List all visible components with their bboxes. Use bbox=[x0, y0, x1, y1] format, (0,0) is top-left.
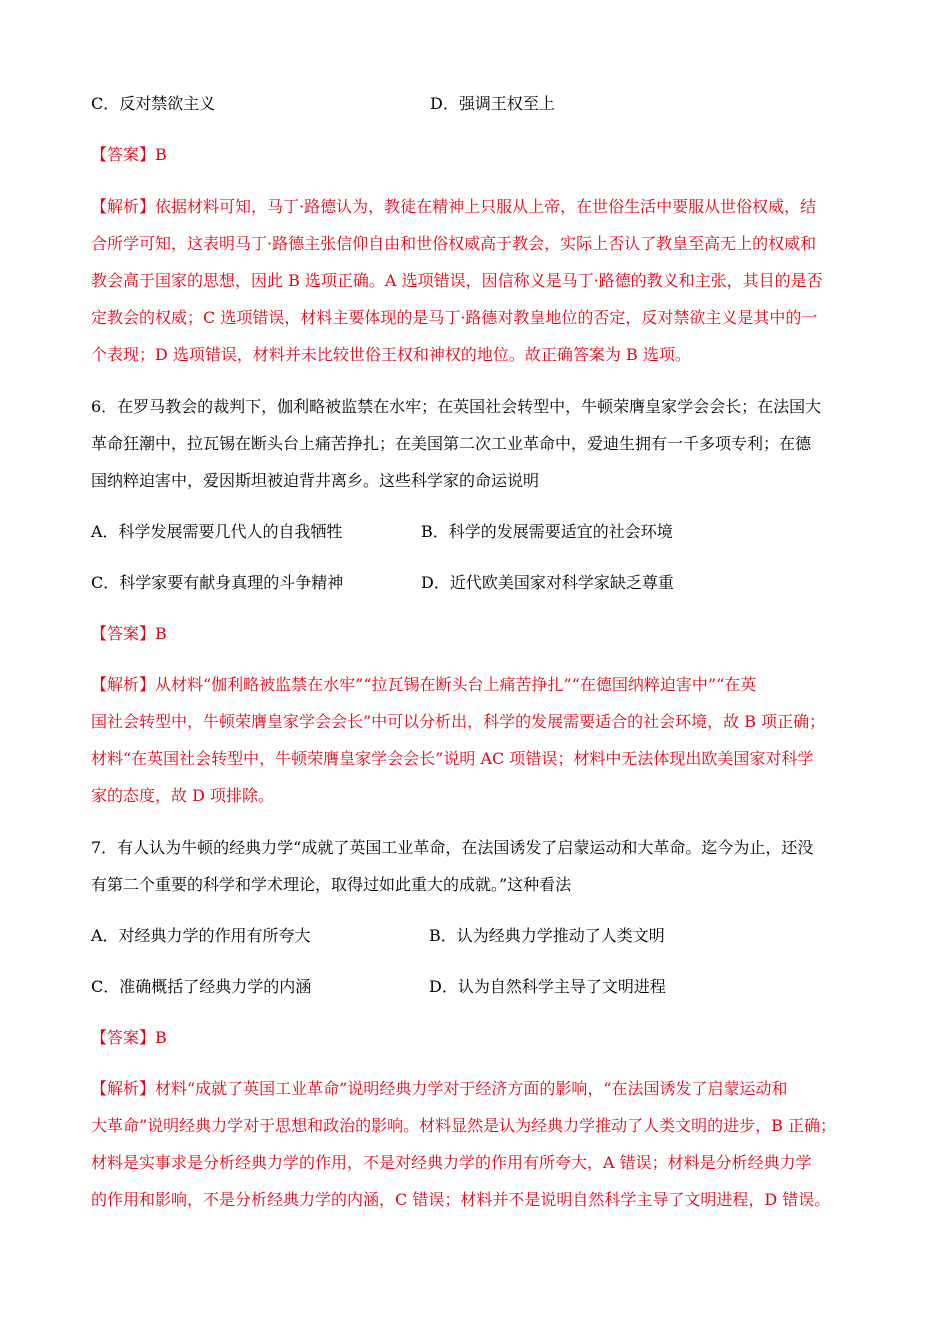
q6-analysis-line: 家的态度，故 D 项排除。 bbox=[91, 786, 275, 805]
q6-option-d: D．近代欧美国家对科学家缺乏尊重 bbox=[421, 573, 674, 592]
q7-analysis-line: 材料是实事求是分析经典力学的作用，不是对经典力学的作用有所夸大，A 错误；材料是分析经典力学 bbox=[91, 1153, 812, 1172]
q6-stem-line: 6．在罗马教会的裁判下，伽利略被监禁在水牢；在英国社会转型中，牛顿荣膺皇家学会会长；在法国大 bbox=[91, 397, 822, 416]
q5-analysis-line: 定教会的权威；C 选项错误，材料主要体现的是马丁·路德对教皇地位的否定，反对禁欲主义是其中的一 bbox=[91, 308, 818, 327]
q5-analysis-line: 教会高于国家的思想，因此 B 选项正确。A 选项错误，因信称义是马丁·路德的教义和主张，其目的是否 bbox=[91, 271, 823, 290]
q7-option-c: C．准确概括了经典力学的内涵 bbox=[91, 977, 312, 996]
q6-stem-line: 革命狂潮中，拉瓦锡在断头台上痛苦挣扎；在美国第二次工业革命中，爱迪生拥有一千多项专利；在德 bbox=[91, 434, 812, 453]
q5-option-d: D．强调王权至上 bbox=[430, 94, 555, 113]
q5-analysis-line: 个表现；D 选项错误，材料并未比较世俗王权和神权的地位。故正确答案为 B 选项。 bbox=[91, 345, 691, 364]
q6-analysis-line: 材料“在英国社会转型中，牛顿荣膺皇家学会会长”说明 AC 项错误；材料中无法体现出欧美国家对科学 bbox=[91, 749, 814, 768]
q5-answer: 【答案】B bbox=[91, 145, 167, 164]
q7-option-b: B．认为经典力学推动了人类文明 bbox=[429, 926, 665, 945]
q7-stem-line: 7．有人认为牛顿的经典力学“成就了英国工业革命，在法国诱发了启蒙运动和大革命。迄今为止，还没 bbox=[91, 838, 814, 857]
q7-option-d: D．认为自然科学主导了文明进程 bbox=[429, 977, 666, 996]
q7-analysis-line: 的作用和影响，不是分析经典力学的内涵，C 错误；材料并不是说明自然科学主导了文明进程，D 错误。 bbox=[91, 1190, 831, 1209]
q7-answer: 【答案】B bbox=[91, 1028, 167, 1047]
q7-option-a: A．对经典力学的作用有所夸大 bbox=[91, 926, 311, 945]
q7-stem-line: 有第二个重要的科学和学术理论，取得过如此重大的成就。”这种看法 bbox=[91, 875, 572, 894]
q6-option-b: B．科学的发展需要适宜的社会环境 bbox=[421, 522, 673, 541]
q6-option-a: A．科学发展需要几代人的自我牺牲 bbox=[91, 522, 343, 541]
q7-analysis-line: 大革命”说明经典力学对于思想和政治的影响。材料显然是认为经典力学推动了人类文明的进步，B 正确； bbox=[91, 1116, 837, 1135]
q6-analysis-line: 国社会转型中，牛顿荣膺皇家学会会长”中可以分析出，科学的发展需要适合的社会环境，故 B 项正确； bbox=[91, 712, 826, 731]
q7-analysis-line: 【解析】材料“成就了英国工业革命”说明经典力学对于经济方面的影响，“在法国诱发了启蒙运动和 bbox=[91, 1079, 788, 1098]
q5-option-c: C．反对禁欲主义 bbox=[91, 94, 216, 113]
q6-analysis-line: 【解析】从材料“伽利略被监禁在水牢”“拉瓦锡在断头台上痛苦挣扎”“在德国纳粹迫害中”“在英 bbox=[91, 675, 757, 694]
q5-analysis-line: 【解析】依据材料可知，马丁·路德认为，教徒在精神上只服从上帝，在世俗生活中要服从世俗权威，结 bbox=[91, 197, 817, 216]
q5-analysis-line: 合所学可知，这表明马丁·路德主张信仰自由和世俗权威高于教会，实际上否认了教皇至高无上的权威和 bbox=[91, 234, 817, 253]
q6-option-c: C．科学家要有献身真理的斗争精神 bbox=[91, 573, 344, 592]
q6-answer: 【答案】B bbox=[91, 624, 167, 643]
q6-stem-line: 国纳粹迫害中，爱因斯坦被迫背井离乡。这些科学家的命运说明 bbox=[91, 471, 540, 490]
